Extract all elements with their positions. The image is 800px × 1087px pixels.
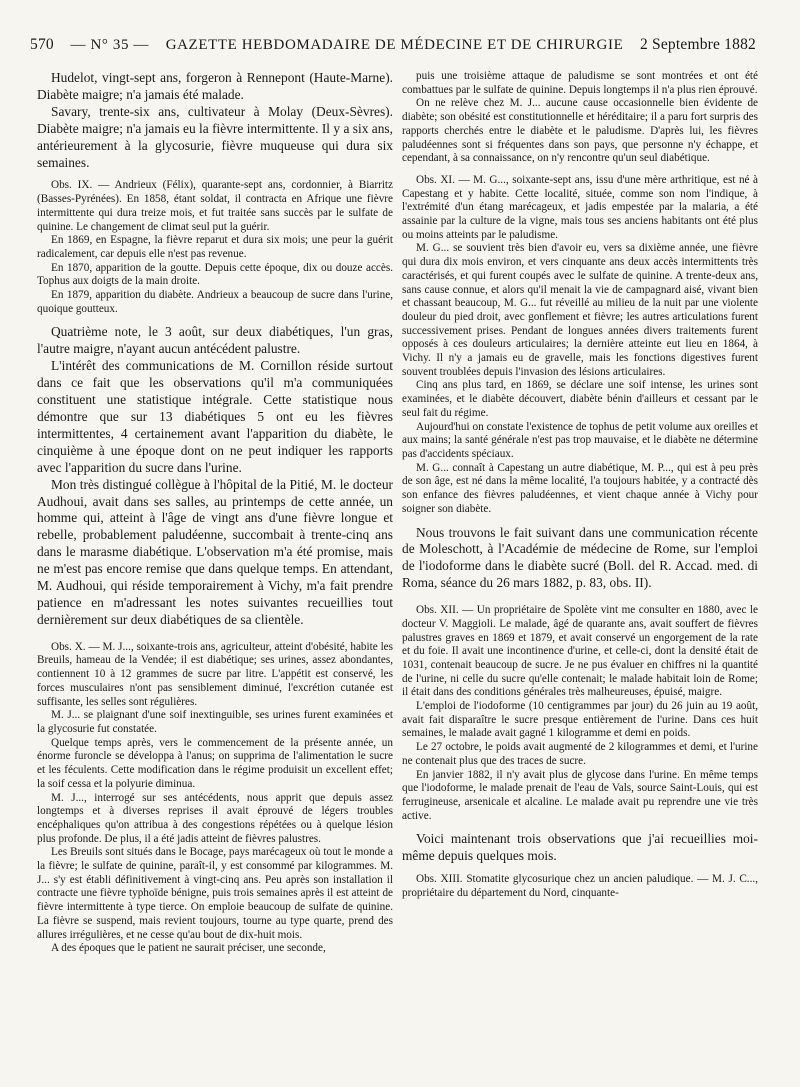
right-paragraph: Nous trouvons le fait suivant dans une communication récente de Moleschott, à l'Académie de médecine de Rome, sur l'emploi de l'iodoforme dans le diabète sucré (Boll. del R. Accad. med. di Roma, séance du 26 mars 1882, p. 83, obs. II). xyxy=(402,524,758,591)
left-paragraph: M. J..., interrogé sur ses antécédents, nous apprit que depuis assez longtemps et à diverses reprises il avait éprouvé de légers troubles encéphaliques qu'on attribua à des congestions répétées ou à quelque lésion plus profonde. De plus, il a été jadis atteint de fièvres palustres. xyxy=(37,791,393,845)
left-paragraph: Obs. IX. — Andrieux (Félix), quarante-sept ans, cordonnier, à Biarritz (Basses-Pyrénées). En 1858, étant soldat, il contracta en Afrique une fièvre intermittente qui dura treize mois, et fut traitée sans succès par le sulfate de quinine. Le changement de climat seul put la guérir. xyxy=(37,179,393,233)
left-paragraph: En 1879, apparition du diabète. Andrieux a beaucoup de sucre dans l'urine, quoique goutteux. xyxy=(37,289,393,315)
issue-number: — N° 35 — xyxy=(70,37,150,53)
journal-title: GAZETTE HEBDOMADAIRE DE MÉDECINE ET DE CHIRURGIE xyxy=(165,37,624,53)
right-paragraph: Obs. XI. — M. G..., soixante-sept ans, issu d'une mère arthritique, est né à Capestang et y habite. Cette localité, située, comme son nom l'indique, à l'extrémité d'un étang marécageux, et jadis empestée par la malaria, a été assainie par la culture de la vigne, mais tous ses anciens habitants ont été plus ou moins atteints par le paludisme. xyxy=(402,173,758,241)
left-paragraph: Quelque temps après, vers le commencement de la présente année, un énorme furoncle se développa à l'anus; on supprima de l'alimentation le sucre et les féculents. Cette modification dans le régime produisit un excellent effet; la soif cessa et la polyurie diminua. xyxy=(37,736,393,790)
left-paragraph: Obs. X. — M. J..., soixante-trois ans, agriculteur, atteint d'obésité, habite les Breuils, hameau de la Vendée; il est diabétique; ses urines, assez abondantes, contiennent 10 à 12 grammes de sucre par litre. L'appétit est conservé, les forces musculaires n'ont pas sensiblement diminué, l'excrétion cutanée est suffisante, les selles sont régulières. xyxy=(37,640,393,708)
right-paragraph: M. G... se souvient très bien d'avoir eu, vers sa dixième année, une fièvre qui dura dix mois environ, et vers cinquante ans deux accès intermittents très caractérisés, et qui furent coupés avec le sulfate de quinine. A trente-deux ans, sans cause connue, et alors qu'il menait la vie de campagnard aisé, vivant bien et chassant beaucoup, M. G... fut réveillé au milieu de la nuit par une violente douleur du pied droit, avec gonflement et fièvre; les autres articulations furent successivement prises. Pendant de longues années divers traitements furent opposés à ces douleurs articulaires; la dernière atteinte eut lieu en 1864, à Vichy. Il n'y a jamais eu de gravelle, mais les fonctions digestives furent souvent troublées depuis l'invasion des lésions articulaires. xyxy=(402,242,758,378)
left-paragraph: En 1869, en Espagne, la fièvre reparut et dura six mois; une peur la guérit radicalement, car depuis elle n'est pas revenue. xyxy=(37,234,393,260)
right-paragraph: Obs. XII. — Un propriétaire de Spolète vint me consulter en 1880, avec le docteur V. Maggioli. Le malade, âgé de quarante ans, avait souffert de fièvres palustres graves en 1869 et 1879, et avait conservé un engorgement de la rate et du foie. Il avait une incontinence d'urine, et celle-ci, dont la densité était de 1031, contenait beaucoup de sucre. Je ne pus évaluer en chiffres ni la quantité de l'urine, ni celle du sucre qu'elle contenait; le malade habitait loin de Rome; il était dans des conditions générales très malheureuses, épuisé, maigre. xyxy=(402,604,758,699)
right-paragraph: L'emploi de l'iodoforme (10 centigrammes par jour) du 26 juin au 19 août, avait fait disparaître le sucre presque entièrement de l'urine. Dans ces huit semaines, le malade avait gagné 1 kilogramme et demi en poids. xyxy=(402,700,758,740)
left-paragraph: Les Breuils sont situés dans le Bocage, pays marécageux où tout le monde a la fièvre; le sulfate de quinine, paraît-il, y est consommé par kilogrammes. M. J... s'y est établi définitivement à vingt-cinq ans. Peu après son installation il contracte une fièvre typhoïde bénigne, puis trois semaines après il est atteint de fièvre intermittente à type tierce. On emploie beaucoup de sulfate de quinine. La fièvre se suspend, mais revient toujours, tourne au type quarte, prend des allures irrégulières, et ne cesse qu'au bout de dix-huit mois. xyxy=(37,846,393,941)
right-paragraph: On ne relève chez M. J... aucune cause occasionnelle bien évidente de diabète; son obésité est constitutionnelle et héréditaire; il a paru fort surpris des rapports cherchés entre le diabète et le paludisme. D'après lui, les fièvres paludéennes sont si fréquentes dans son pays, que personne n'y échappe, et cependant, à sa connaissance, on n'y rencontre qu'un seul diabétique. xyxy=(402,97,758,165)
left-paragraph: Savary, trente-six ans, cultivateur à Molay (Deux-Sèvres). Diabète maigre; n'a jamais eu la fièvre intermittente. Il y a six ans, antérieurement à la glycosurie, fièvre muqueuse qui dura six semaines. xyxy=(37,103,393,170)
right-paragraph: M. G... connaît à Capestang un autre diabétique, M. P..., qui est à peu près de son âge, est né dans la même localité, l'a toujours habitée, y a contracté dès son enfance des fièvres paludéennes, et vient chaque année à Vichy pour soigner son diabète. xyxy=(402,461,758,515)
left-paragraph: Hudelot, vingt-sept ans, forgeron à Rennepont (Haute-Marne). Diabète maigre; n'a jamais été malade. xyxy=(37,70,393,102)
left-paragraph: En 1870, apparition de la goutte. Depuis cette époque, dix ou douze accès. Tophus aux doigts de la main droite. xyxy=(37,261,393,288)
right-paragraph: puis une troisième attaque de paludisme se sont montrées et ont été combattues par le sulfate de quinine. Depuis longtemps il n'a plus rien éprouvé. xyxy=(402,70,758,96)
right-paragraph: Aujourd'hui on constate l'existence de tophus de petit volume aux oreilles et aux mains; la santé générale n'est pas trop mauvaise, et le diabète ne détermine pas d'accidents spéciaux. xyxy=(402,420,758,460)
issue-date: 2 Septembre 1882 xyxy=(640,36,756,53)
left-paragraph: L'intérêt des communications de M. Cornillon réside surtout dans ce fait que les observations qu'il m'a communiquées constituent une statistique intégrale. Cette statistique nous démontre que sur 13 diabétiques 5 ont eu les fièvres intermittentes, 4 certainement avant l'apparition du diabète, le cinquième à une époque dont on ne peut indiquer les rapports avec l'apparition du sucre dans l'urine. xyxy=(37,358,393,475)
right-paragraph: Le 27 octobre, le poids avait augmenté de 2 kilogrammes et demi, et l'urine ne contenait plus que des traces de sucre. xyxy=(402,741,758,767)
page-header xyxy=(30,36,756,58)
left-paragraph: Quatrième note, le 3 août, sur deux diabétiques, l'un gras, l'autre maigre, n'ayant aucun antécédent palustre. xyxy=(37,324,393,357)
right-paragraph: Cinq ans plus tard, en 1869, se déclare une soif intense, les urines sont examinées, et le diabète découvert, diabète bénin d'ailleurs et cessant par le seul fait du régime. xyxy=(402,379,758,419)
right-paragraph: En janvier 1882, il n'y avait plus de glycose dans l'urine. En même temps que l'iodoforme, le malade prenait de l'eau de Vals, source Saint-Louis, qui est ferrugineuse, arsenicale et alcaline. Le malade avait pu reprendre une vie très active. xyxy=(402,768,758,822)
left-paragraph: Mon très distingué collègue à l'hôpital de la Pitié, M. le docteur Audhoui, avait dans ses salles, au printemps de cette année, un homme qui, atteint à l'âge de vingt ans d'une fièvre longue et rebelle, probablement paludéenne, succombait à trente-cinq ans dans le marasme diabétique. L'observation m'a été promise, mais ne m'est pas encore remise que dans quelque temps. En attendant, M. Audhoui, qui réside temporairement à Vichy, m'a fait prendre patience en m'adressant les notes suivantes recueillies tout dernièrement sur deux diabétiques de sa clientèle. xyxy=(37,476,393,627)
left-paragraph: A des époques que le patient ne saurait préciser, une seconde, xyxy=(51,942,326,955)
page-number: 570 xyxy=(30,36,54,53)
right-column xyxy=(402,70,758,1082)
left-paragraph: M. J... se plaignant d'une soif inextinguible, ses urines furent examinées et la glycosurie fut constatée. xyxy=(37,709,393,735)
right-paragraph: Obs. XIII. Stomatite glycosurique chez un ancien paludique. — M. J. C..., propriétaire du département du Nord, cinquante- xyxy=(402,873,758,899)
left-column xyxy=(37,70,393,1082)
right-paragraph: Voici maintenant trois observations que j'ai recueillies moi-même depuis quelques mois. xyxy=(402,831,758,864)
